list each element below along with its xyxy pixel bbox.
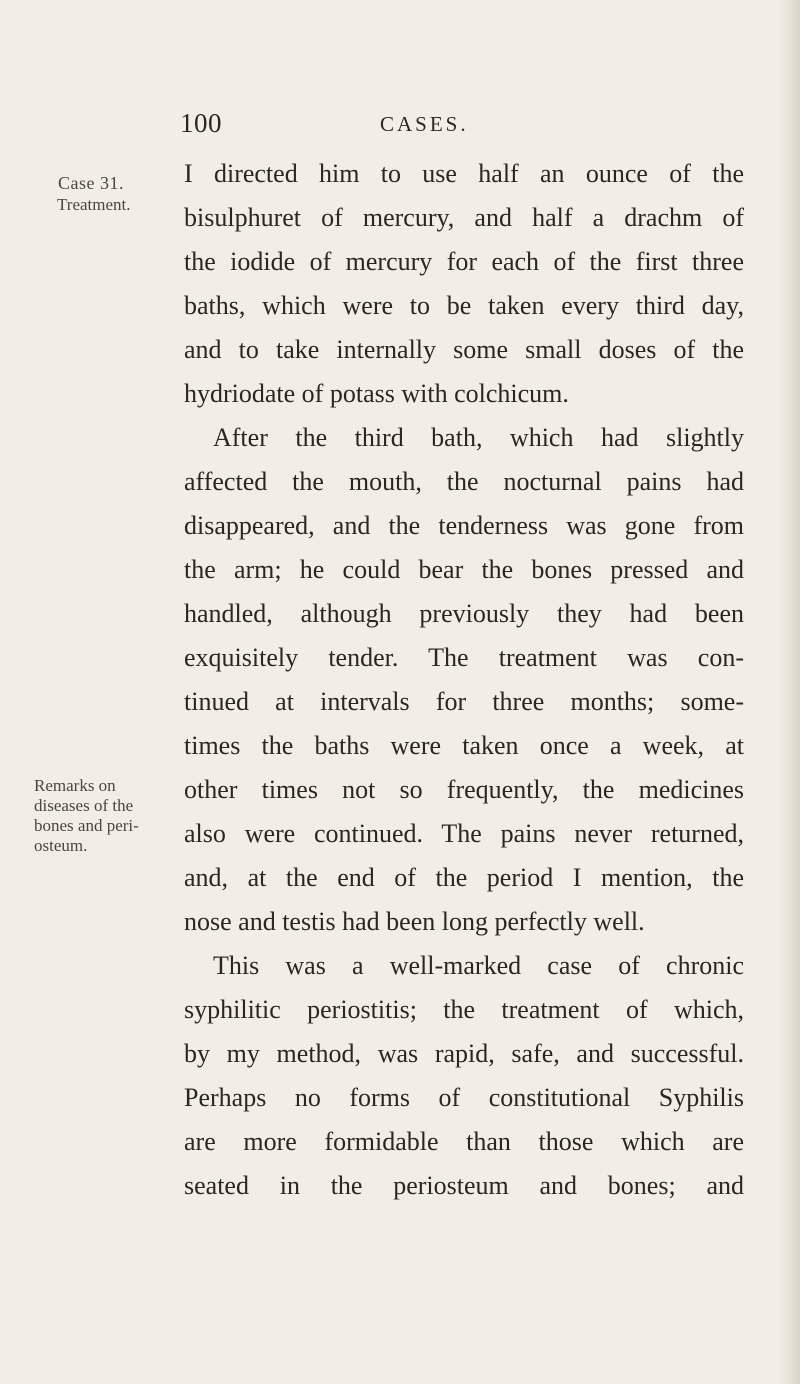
running-title: CASES. — [380, 112, 469, 136]
margin-note-remarks — [34, 776, 152, 856]
text-line: times the baths were taken once a week, at — [184, 731, 744, 760]
text-line: handled, although previously they had been — [184, 599, 744, 628]
text-line: tinued at intervals for three months; some- — [184, 687, 744, 716]
text-line: bisulphuret of mercury, and half a drachm of — [184, 203, 744, 232]
text-line: are more formidable than those which are — [184, 1127, 744, 1156]
margin-note-case: Case 31. — [58, 173, 124, 193]
text-line: by my method, was rapid, safe, and successful. — [184, 1039, 744, 1068]
text-line: other times not so frequently, the medicines — [184, 775, 744, 804]
text-line: baths, which were to be taken every third day, — [184, 291, 744, 320]
text-line: This was a well-marked case of chronic — [213, 951, 744, 980]
text-line: hydriodate of potass with colchicum. — [184, 379, 569, 408]
text-line: seated in the periosteum and bones; and — [184, 1171, 744, 1200]
margin-note-remarks-line: bones and peri- — [34, 816, 139, 835]
text-line: syphilitic periostitis; the treatment of which, — [184, 995, 744, 1024]
text-line: exquisitely tender. The treatment was con- — [184, 643, 744, 672]
margin-note-remarks-line: diseases of the — [34, 796, 134, 815]
margin-note-remarks-line: osteum. — [34, 836, 88, 855]
body-text — [184, 152, 744, 1208]
page-edge-shadow — [778, 0, 800, 1384]
page-number: 100 — [180, 108, 222, 138]
text-line: disappeared, and the tenderness was gone from — [184, 511, 744, 540]
text-line: the iodide of mercury for each of the first three — [184, 247, 744, 276]
text-line: and to take internally some small doses of the — [184, 335, 744, 364]
text-line: affected the mouth, the nocturnal pains had — [184, 467, 744, 496]
page-header — [0, 108, 800, 148]
text-line: and, at the end of the period I mention, the — [184, 863, 744, 892]
text-line: nose and testis had been long perfectly well. — [184, 907, 645, 936]
text-line: I directed him to use half an ounce of the — [184, 159, 744, 188]
margin-note-remarks-line: Remarks on — [34, 776, 116, 795]
margin-note-treatment: Treatment. — [57, 195, 131, 214]
text-line: Perhaps no forms of constitutional Syphilis — [184, 1083, 744, 1112]
text-line: the arm; he could bear the bones pressed and — [184, 555, 744, 584]
text-line: After the third bath, which had slightly — [213, 423, 744, 452]
text-line: also were continued. The pains never returned, — [184, 819, 744, 848]
